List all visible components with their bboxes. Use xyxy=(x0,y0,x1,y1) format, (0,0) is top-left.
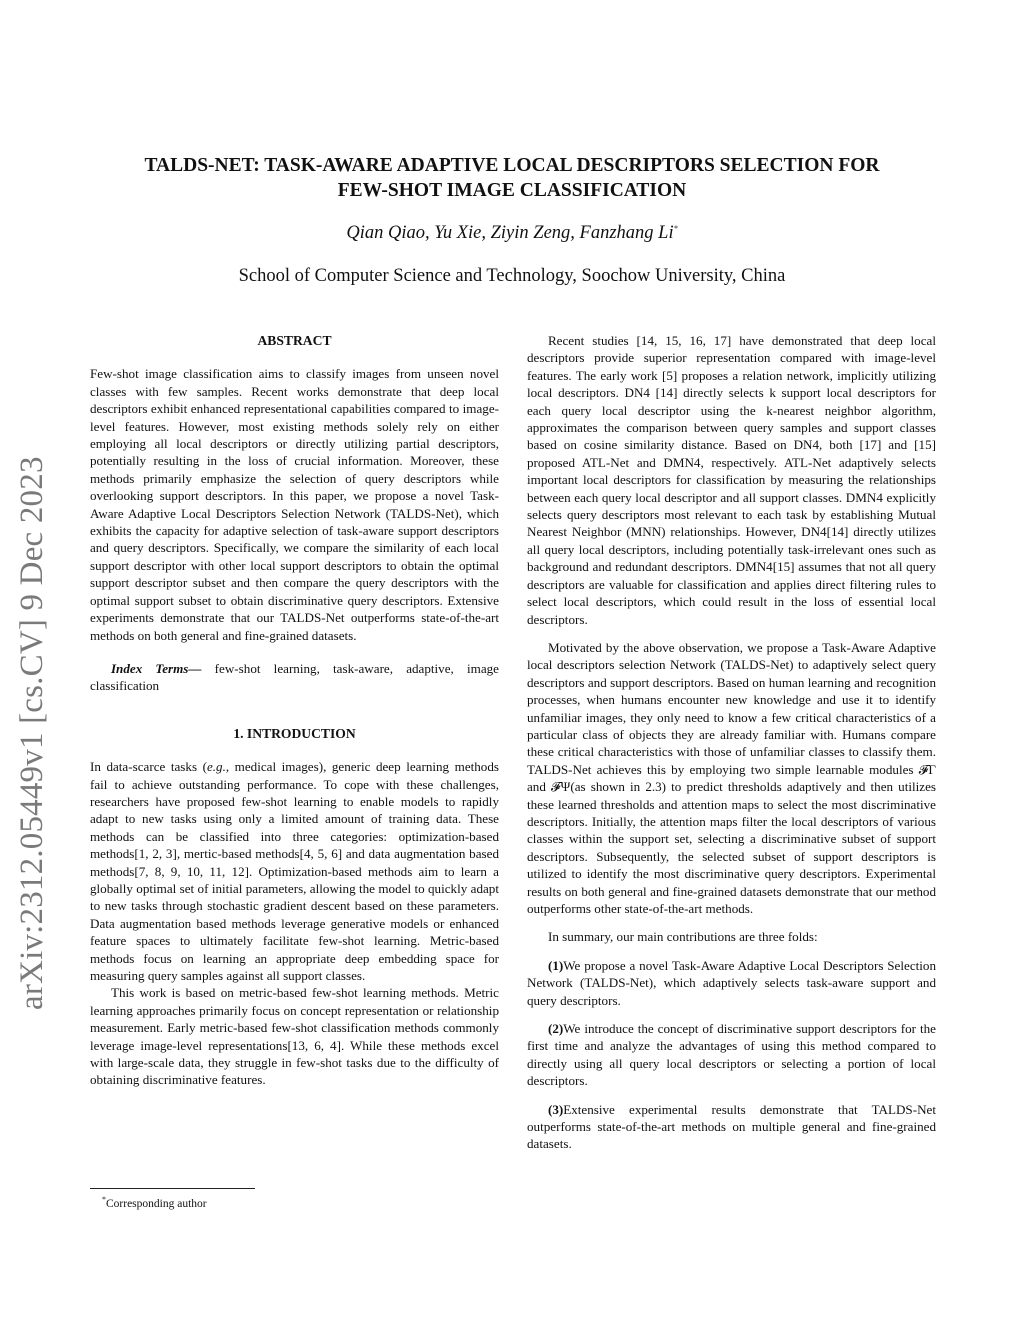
footnote-divider xyxy=(90,1188,255,1189)
abstract-text: Few-shot image classification aims to classify images from unseen novel classes with few samples. Recent works demonstrate that deep local descriptors exhibit enhanced representational capabilities compared to image-level features. However, most existing methods solely rely on either employing all local descriptors or directly utilizing partial descriptors, potentially resulting in the loss of crucial information. Moreover, these methods primarily emphasize the selection of query descriptors while overlooking support descriptors. In this paper, we propose a novel Task-Aware Adaptive Local Descriptors Selection Network (TALDS-Net), which exhibits the capacity for adaptive selection of task-aware support descriptors and query descriptors. Specifically, we compare the similarity of each local support descriptor with other local support descriptors to obtain the optimal support descriptor subset and then compare the query descriptors with the optimal support subset to obtain discriminative query descriptors. Extensive experiments demonstrate that our TALDS-Net outperforms state-of-the-art methods on both general and fine-grained datasets. xyxy=(90,366,499,643)
footnote-text: Corresponding author xyxy=(106,1197,207,1210)
contribution-2 xyxy=(527,1020,936,1090)
intro-p1-eg: e.g. xyxy=(206,759,226,775)
contribution-3 xyxy=(527,1101,936,1153)
contribution-1 xyxy=(527,957,936,1009)
contribution-1-text: We propose a novel Task-Aware Adaptive Local Descriptors Selection Network (TALDS-Net), which adaptively selects task-aware support and query descriptors. xyxy=(527,957,936,1008)
index-terms-text: few-shot learning, task-aware, adaptive, image classification xyxy=(90,660,499,694)
paper-title xyxy=(100,153,924,203)
contribution-3-label: (3) xyxy=(547,1101,564,1117)
footnote xyxy=(102,1195,207,1210)
contribution-2-label: (2) xyxy=(547,1021,564,1037)
contribution-1-label: (1) xyxy=(547,957,564,973)
intro-p1-rest: , medical images), generic deep learning methods fail to achieve outstanding performance. To cope with these challenges, researchers have proposed few-shot learning to enable models to rapidly adapt to new tasks using only a limited amount of training data. These methods can be classified into three categories: optimization-based methods[1, 2, 3], mertic-based methods[4, 5, 6] and data augmentation based methods[7, 8, 9, 10, 11, 12]. Optimization-based methods aim to learn a globally optimal set of initial parameters, allowing the model to quickly adapt to new tasks through stochastic gradient descent based on these parameters. Data augmentation based methods leverage generative models or enhanced feature spaces to ultimately facilitate few-shot learning. Metric-based methods focus on learning an appropriate deep embedding space for measuring query samples against all support classes. xyxy=(90,759,499,983)
author-corresponding-mark: * xyxy=(673,223,678,233)
title-line-2: FEW-SHOT IMAGE CLASSIFICATION xyxy=(337,180,687,201)
right-paragraph-1: Recent studies [14, 15, 16, 17] have demonstrated that deep local descriptors provide superior representation compared with image-level features. The early work [5] proposes a relation network, implicitly utilizing local descriptors. DN4 [14] directly selects k support local descriptors for each query local descriptor using the k-nearest neighbor algorithm, approximates the comparison between query samples and support classes based on cosine similarity distance. Based on DN4, both [17] and [15] proposed ATL-Net and DMN4, respectively. ATL-Net adaptively selects important local descriptors for classification by measuring the relationships between each query local descriptor and all support classes. DMN4 explicitly selects query descriptors most relevant to each task by establishing Mutual Nearest Neighbor (MNN) relationships. However, DN4[14] directly utilizes all query local descriptors, including potentially task-irrelevant ones such as background and redundant descriptors. DMN4[15] assumes that not all query descriptors are valuable for classification and applies direct filtering rules to select local descriptors, which could result in the loss of essential local descriptors. xyxy=(527,333,936,627)
left-column xyxy=(90,332,499,1089)
authors-names: Qian Qiao, Yu Xie, Ziyin Zeng, Fanzhang Li xyxy=(346,223,674,243)
index-terms xyxy=(90,660,499,695)
arxiv-identifier-stamp: arXiv:2312.05449v1 [cs.CV] 9 Dec 2023 xyxy=(14,456,50,1010)
contribution-2-text: We introduce the concept of discriminative support descriptors for the first time and analyze the advantages of using this method compared to directly using all query local descriptors or selecting a portion of local descriptors. xyxy=(527,1021,936,1089)
abstract-heading: ABSTRACT xyxy=(257,333,332,348)
title-line-1: TALDS-NET: TASK-AWARE ADAPTIVE LOCAL DESCRIPTORS SELECTION FOR xyxy=(144,155,880,176)
contributions-intro: In summary, our main contributions are three folds: xyxy=(547,929,818,945)
right-paragraph-2: Motivated by the above observation, we propose a Task-Aware Adaptive local descriptors selection Network (TALDS-Net) to adaptively select query descriptors and support descriptors. Based on human learning and recognition processes, when humans encounter new knowledge and use it to identify unfamiliar images, they only need to know a few critical characteristics of a particular class of objects they are already familiar with. Humans compare these critical characteristics with those of unfamiliar classes to classify them. TALDS-Net achieves this by employing two simple learnable modules 𝓕Γ and 𝓕Ψ(as shown in 2.3) to predict thresholds adaptively and then utilizes these learned thresholds and attention maps to select the most discriminative descriptors. Initially, the attention maps filter the local descriptors of various classes within the support set, selecting a discriminative subset of support descriptors. Subsequently, the selected subset of support descriptors is utilized to identify the most discriminative query descriptors. Experimental results on both general and fine-grained datasets demonstrate that our method outperforms other state-of-the-art methods. xyxy=(527,639,936,916)
introduction-heading: 1. INTRODUCTION xyxy=(233,725,356,741)
intro-p1-start: In data-scarce tasks ( xyxy=(90,759,207,775)
intro-paragraph-2: This work is based on metric-based few-shot learning methods. Metric learning approaches primarily focus on concept representation or relationship measurement. Early metric-based few-shot classification methods commonly leverage image-level representations[13, 6, 4]. While these methods excel with large-scale data, they struggle in few-shot tasks due to the difficulty of obtaining discriminative features. xyxy=(90,985,499,1088)
affiliation: School of Computer Science and Technology, Soochow University, China xyxy=(238,266,786,286)
index-terms-label: Index Terms— xyxy=(110,660,202,676)
intro-paragraph-1 xyxy=(90,758,499,984)
author-list xyxy=(100,223,924,244)
contribution-3-text: Extensive experimental results demonstrate that TALDS-Net outperforms state-of-the-art methods on multiple general and fine-grained datasets. xyxy=(527,1101,936,1152)
right-column xyxy=(527,332,936,1153)
footnote-mark: * xyxy=(102,1195,106,1204)
